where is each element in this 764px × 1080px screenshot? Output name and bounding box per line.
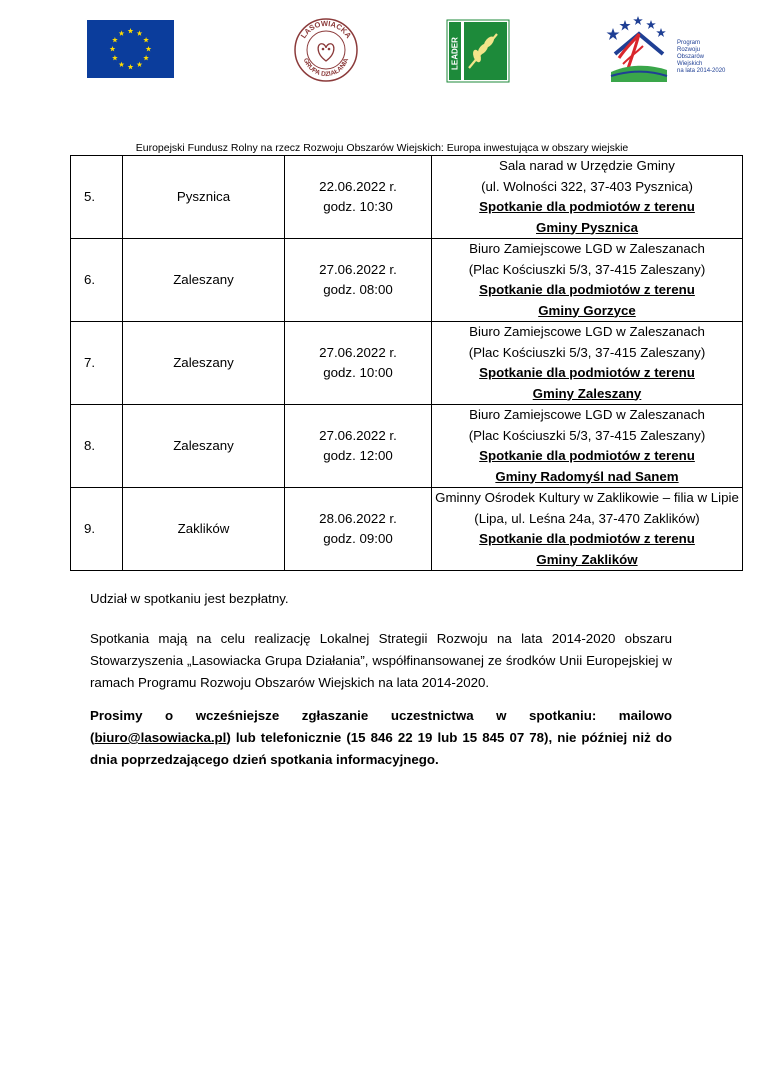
email-link[interactable]: biuro@lasowiacka.pl [94, 730, 227, 745]
leader-logo [447, 20, 509, 82]
row-number: 6. [84, 271, 96, 287]
meeting-date: 27.06.2022 r. [319, 427, 397, 443]
table-row [71, 239, 743, 322]
meeting-description: Spotkanie dla podmiotów z terenu [479, 365, 695, 380]
venue-name: Biuro Zamiejscowe LGD w Zaleszanach [469, 241, 705, 256]
venue-address: (Plac Kościuszki 5/3, 37-415 Zaleszany) [468, 427, 706, 443]
venue-name: Biuro Zamiejscowe LGD w Zaleszanach [469, 324, 705, 339]
date-cell [285, 239, 432, 322]
funding-line: Europejski Fundusz Rolny na rzecz Rozwoju Obszarów Wiejskich: Europa inwestująca w obszary wiejskie [135, 142, 629, 154]
venue-address: (Lipa, ul. Leśna 24a, 37-470 Zaklików) [474, 510, 700, 526]
place-cell [123, 405, 285, 488]
meeting-date: 28.06.2022 r. [319, 510, 397, 526]
prow-logo [605, 16, 726, 86]
row-number-cell [71, 405, 123, 488]
place-name: Pysznica [176, 188, 231, 204]
gmina-name: Gminy Gorzyce [538, 302, 636, 318]
svg-text:Wiejskich: Wiejskich [677, 61, 703, 67]
row-number: 5. [84, 188, 96, 204]
svg-text:Obszarów: Obszarów [677, 54, 705, 60]
svg-text:LASOWIACKA: LASOWIACKA [298, 18, 354, 40]
meeting-date: 27.06.2022 r. [319, 344, 397, 360]
row-number-cell [71, 488, 123, 571]
row-number: 8. [84, 437, 96, 453]
svg-text:na lata 2014-2020: na lata 2014-2020 [677, 68, 726, 74]
meeting-time: godz. 10:00 [323, 365, 393, 380]
gmina-name: Gminy Zaklików [536, 551, 638, 567]
svg-text:GRUPA DZIAŁANIA: GRUPA DZIAŁANIA [301, 57, 351, 79]
date-cell [285, 405, 432, 488]
logo-bar [0, 0, 764, 100]
gmina-name: Gminy Pysznica [536, 219, 638, 235]
meeting-time: godz. 10:30 [323, 199, 393, 214]
svg-text:Rozwoju: Rozwoju [677, 47, 701, 53]
lasowiacka-grupa-dzialania-logo [293, 17, 359, 83]
meeting-description: Spotkanie dla podmiotów z terenu [479, 282, 695, 297]
row-number: 7. [84, 354, 96, 370]
meeting-time: godz. 12:00 [323, 448, 393, 463]
row-number-cell [71, 239, 123, 322]
date-cell [285, 322, 432, 405]
row-number-cell [71, 156, 123, 239]
table-row [71, 488, 743, 571]
free-participation-text: Udział w spotkaniu jest bezpłatny. [90, 591, 289, 606]
venue-cell [432, 239, 743, 322]
venue-address: (ul. Wolności 322, 37-403 Pysznica) [481, 178, 693, 194]
venue-address: (Plac Kościuszki 5/3, 37-415 Zaleszany) [468, 344, 706, 360]
venue-name: Gminny Ośrodek Kultury w Zaklikowie – filia w Lipie [435, 490, 739, 505]
svg-text:LEADER: LEADER [450, 37, 460, 70]
place-cell [123, 156, 285, 239]
venue-cell [432, 488, 743, 571]
eu-flag-icon [87, 20, 174, 78]
row-number-cell [71, 322, 123, 405]
meeting-date: 22.06.2022 r. [319, 178, 397, 194]
meeting-date: 27.06.2022 r. [319, 261, 397, 277]
table-row [71, 322, 743, 405]
venue-cell [432, 156, 743, 239]
place-name: Zaleszany [173, 271, 234, 287]
date-cell [285, 488, 432, 571]
place-cell [123, 239, 285, 322]
place-cell [123, 322, 285, 405]
gmina-name: Gminy Zaleszany [532, 385, 642, 401]
table-row [71, 405, 743, 488]
meeting-description: Spotkanie dla podmiotów z terenu [479, 531, 695, 546]
venue-cell [432, 405, 743, 488]
meeting-time: godz. 09:00 [323, 531, 393, 546]
meeting-schedule-table [70, 155, 743, 571]
svg-text:Program: Program [677, 40, 701, 46]
venue-cell [432, 322, 743, 405]
meeting-time: godz. 08:00 [323, 282, 393, 297]
date-cell [285, 156, 432, 239]
gmina-name: Gminy Radomyśl nad Sanem [495, 468, 679, 484]
venue-name: Sala narad w Urzędzie Gminy [499, 158, 675, 173]
venue-name: Biuro Zamiejscowe LGD w Zaleszanach [469, 407, 705, 422]
venue-address: (Plac Kościuszki 5/3, 37-415 Zaleszany) [468, 261, 706, 277]
place-name: Zaleszany [173, 354, 234, 370]
place-name: Zaleszany [173, 437, 234, 453]
registration-details: ) lub telefonicznie (15 846 22 19 lub 15 845 07 78), nie później niż do dnia poprzedzającego dzień spotkania informacyjnego. [90, 730, 672, 767]
purpose-text: Spotkania mają na celu realizację Lokalnej Strategii Rozwoju na lata 2014-2020 obszaru Stowarzyszenia „Lasowiacka Grupa Działania”, współfinansowanej ze środków Unii Europejskiej w ramach Programu Rozwoju Obszarów Wiejskich na lata 2014-2020. [90, 631, 672, 690]
place-cell [123, 488, 285, 571]
place-name: Zaklików [177, 520, 230, 536]
registration-text [90, 705, 672, 771]
registration-intro: Prosimy o wcześniejsze zgłaszanie uczestnictwa w spotkaniu: mailowo ( [90, 708, 672, 745]
row-number: 9. [84, 520, 96, 536]
meeting-description: Spotkanie dla podmiotów z terenu [479, 448, 695, 463]
table-row [71, 156, 743, 239]
meeting-description: Spotkanie dla podmiotów z terenu [479, 199, 695, 214]
